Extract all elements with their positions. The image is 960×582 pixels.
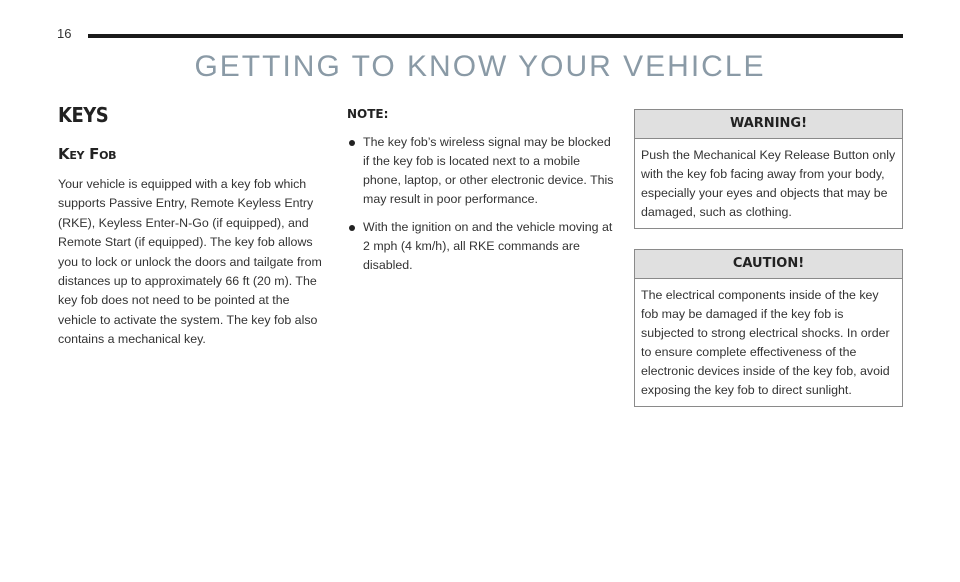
key-fob-heading: Key Fob xyxy=(58,145,117,163)
bullet-icon xyxy=(349,225,355,231)
caution-text: The electrical components inside of the key fob may be damaged if the key fob is subjected to strong electrical shocks. In order to ensure complete effectiveness of the electronic devices inside of the key fob, avoid exposing the key fob to direct sunlight. xyxy=(641,288,890,397)
note-list xyxy=(347,133,617,275)
caution-box xyxy=(634,249,903,407)
alerts-column xyxy=(634,109,903,407)
note-item-text: With the ignition on and the vehicle moving at 2 mph (4 km/h), all RKE commands are disabled. xyxy=(363,220,613,272)
note-item-text: The key fob’s wireless signal may be blocked if the key fob is located next to a mobile phone, laptop, or other electronic device. This may result in poor performance. xyxy=(363,135,614,206)
header-rule xyxy=(88,34,903,38)
note-label: NOTE: xyxy=(347,107,389,121)
warning-box xyxy=(634,109,903,229)
warning-title: WARNING! xyxy=(635,110,902,139)
note-item xyxy=(347,133,617,209)
note-item xyxy=(347,218,617,275)
page-title: GETTING TO KNOW YOUR VEHICLE xyxy=(194,50,766,83)
page-number: 16 xyxy=(57,26,72,41)
keys-heading: KEYS xyxy=(58,103,109,127)
keys-column xyxy=(58,103,326,350)
warning-text: Push the Mechanical Key Release Button only with the key fob facing away from your body, especially your eyes and objects that may be damaged, such as clothing. xyxy=(641,148,896,219)
key-fob-paragraph: Your vehicle is equipped with a key fob which supports Passive Entry, Remote Keyless Entry (RKE), Keyless Enter-N-Go (if equipped), and Remote Start (if equipped). The key fob allows you to lock or unlock the doors and tailgate from distances up to approximately 66 ft (20 m). The key fob does not need to be pointed at the vehicle to activate the system. The key fob also contains a mechanical key. xyxy=(58,177,322,347)
caution-title: CAUTION! xyxy=(635,250,902,279)
bullet-icon xyxy=(349,140,355,146)
note-column xyxy=(347,107,617,284)
